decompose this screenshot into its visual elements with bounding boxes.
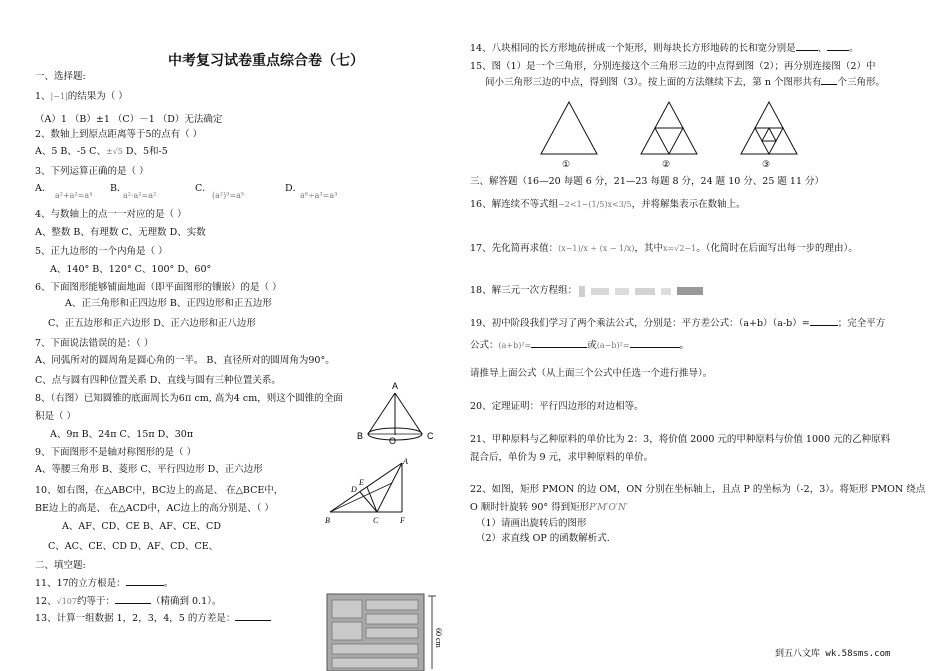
question-10-options-2: C、AC、CE、CD D、AF、CD、CE、 xyxy=(48,541,219,552)
question-19-line3: 请推导上面公式（从上面三个公式中任选一个进行推导）。 xyxy=(470,368,713,379)
q3-option-a xyxy=(35,183,51,195)
q19-end: 。 xyxy=(679,340,690,351)
q3-option-c xyxy=(195,183,212,195)
q3-option-b-expr xyxy=(123,190,156,202)
question-21-line2: 混合后，单价为 9 元，求甲种原料的单价。 xyxy=(470,452,654,463)
question-11 xyxy=(35,578,173,590)
question-10-line2: BE边上的高是、 在△ACD中，AC边上的高分别是、（ ） xyxy=(35,503,274,514)
q3-a-expression: a²+a²=a⁴ xyxy=(55,191,93,200)
question-6: 6、下面图形能够铺面地面（即平面图形的镶嵌）的是（ ） xyxy=(35,282,282,293)
question-22-line2 xyxy=(470,502,628,514)
question-22: 22、如图，矩形 PMON 的边 OM，ON 分别在坐标轴上，且点 P 的坐标为（-2，3）。将矩形 PMON 绕点 xyxy=(470,484,926,495)
question-9: 9、下面图形不是轴对称图形的是（ ） xyxy=(35,447,197,458)
fig-1-triangle xyxy=(535,98,605,170)
q15-end: 个三角形。 xyxy=(837,77,885,88)
q3-a-label: A． xyxy=(35,183,52,194)
question-14 xyxy=(470,43,859,55)
tile-figure xyxy=(326,592,446,671)
question-21: 21、甲种原料与乙种原料的单价比为 2：3，将价值 2000 元的甲种原料与价值 1000 元的乙种原料 xyxy=(470,434,891,445)
q14-end: 。 xyxy=(849,43,859,54)
q2-options-b: D、5和-5 xyxy=(122,146,168,157)
question-7-option-cd: C、点与圆有四种位置关系 D、直线与圆有三种位置关系。 xyxy=(35,375,281,386)
question-5: 5、正九边形的一个内角是（ ） xyxy=(35,246,168,257)
q12-expression: √107 xyxy=(56,597,77,606)
question-22-sub2: （2）求直线 OP 的函数解析式. xyxy=(476,533,610,544)
question-4: 4、与数轴上的点一一对应的是（ ） xyxy=(35,209,187,220)
fig-2-triangle xyxy=(635,98,705,170)
q8-text-b: cm, 高为4 cm，则这个圆锥的全面 xyxy=(191,393,343,404)
q11-text: 11、17的立方根是： xyxy=(35,578,126,589)
question-8 xyxy=(35,393,343,405)
q3-c-expression: (a²)³=a⁵ xyxy=(212,191,245,200)
question-12 xyxy=(35,596,221,608)
cone-label-b: B xyxy=(357,431,364,441)
tri-label-e: E xyxy=(359,478,364,487)
tri-segment-be xyxy=(330,483,392,512)
tile-3 xyxy=(366,614,418,624)
tile-2 xyxy=(366,600,418,610)
question-4-options: A、整数 B、有理数 C、无理数 D、实数 xyxy=(35,227,206,238)
question-6-options-1: A、正三角形和正四边形 B、正四边形和正五边形 xyxy=(65,298,272,309)
q3-b-label: B． xyxy=(110,183,127,194)
question-1-options: （A）1 （B）±1 （C）－1 （D）无法确定 xyxy=(35,114,223,125)
triangle-figure xyxy=(322,455,412,527)
question-18: 18、解三元一次方程组： xyxy=(470,285,578,296)
q18-mark-5 xyxy=(677,287,703,295)
tile-dimension-label: 60 cm xyxy=(434,628,443,648)
question-2-options xyxy=(35,146,168,158)
q18-equation-system-image xyxy=(577,283,707,299)
q17-x-value: x=√2−1 xyxy=(663,244,697,253)
question-5-options: A、140° B、120° C、100° D、60° xyxy=(50,264,212,275)
q18-brace-mark xyxy=(579,286,585,297)
q12-blank[interactable] xyxy=(115,603,151,604)
q12-precision: （精确到 0.1）。 xyxy=(150,596,222,607)
q19-blank-1[interactable] xyxy=(810,325,838,326)
q16-instruction: ，并将解集表示在数轴上。 xyxy=(631,199,746,210)
tile-1 xyxy=(332,600,362,618)
q19-text: 19、初中阶段我们学习了两个乘法公式，分别是：平方差公式：（a+b）（a-b）= xyxy=(470,318,810,329)
question-10: 10、如右图，在△ABC中，BC边上的高是、 在△BCE中， xyxy=(35,485,284,496)
question-13 xyxy=(35,613,271,625)
question-20: 20、定理证明：平行四边形的对边相等。 xyxy=(470,401,644,412)
q3-c-label: C． xyxy=(195,183,212,194)
q2-options-a: A、5 B、-5 C、 xyxy=(35,146,106,157)
q1-number: 1、 xyxy=(35,91,51,102)
q13-text: 13、计算一组数据 1，2，3，4，5 的方差是： xyxy=(35,613,236,624)
q3-option-a-expr xyxy=(55,190,92,202)
section-choice-heading: 一、选择题: xyxy=(35,71,86,82)
q13-blank[interactable] xyxy=(235,620,271,621)
section-answer-heading: 三、解答题（16—20 每题 6 分，21—23 每题 8 分，24 题 10 分、25 题 11 分） xyxy=(470,176,825,187)
cone-figure xyxy=(355,378,440,448)
q14-text: 14、八块相同的长方形地砖拼成一个矩形，则每块长方形地砖的长和宽分别是 xyxy=(470,43,796,54)
question-3: 3、下列运算正确的是（ ） xyxy=(35,166,149,177)
question-1 xyxy=(35,91,128,103)
tri-label-f: F xyxy=(400,516,405,525)
tri-label-a: A xyxy=(403,457,408,466)
question-8-options: A、9π B、24π C、15π D、30π xyxy=(50,429,194,440)
question-10-options-1: A、AF、CD、CE B、AF、CE、CD xyxy=(62,521,221,532)
q1-text: 的结果为（ ） xyxy=(67,91,128,102)
fig-1-label: ① xyxy=(562,160,571,170)
q3-option-d-expr xyxy=(300,190,337,202)
question-7-option-ab: A、同弧所对的圆周角是圆心角的一半。 B、直径所对的圆周角为90°。 xyxy=(35,355,335,366)
q17-expression: (x−1)/x ÷ (x − 1/x) xyxy=(558,244,635,253)
q8-text-a: 8、（右图）已知圆锥的底面周长为6 xyxy=(35,393,185,404)
question-9-options: A、等腰三角形 B、菱形 C、平行四边形 D、正六边形 xyxy=(35,464,263,475)
q19-expr-minus: (a−b)²= xyxy=(596,341,630,350)
fig-1-outer xyxy=(541,102,597,154)
q16-expression: −2<1−(1/5)x<3/5 xyxy=(558,200,632,209)
fig-3-label: ③ xyxy=(762,160,771,170)
question-2: 2、数轴上到原点距离等于5的点有（ ） xyxy=(35,129,203,140)
fig-3-inner xyxy=(762,128,776,141)
page-title: 中考复习试卷重点综合卷（七） xyxy=(168,53,364,69)
section-fill-heading: 二、填空题: xyxy=(35,560,86,571)
tri-segment-cd xyxy=(360,492,377,512)
tri-side-ba xyxy=(330,463,402,512)
question-17 xyxy=(470,243,858,255)
question-8-line2: 积是（ ） xyxy=(35,411,77,422)
q3-d-label: D． xyxy=(285,183,303,194)
q17-text: 17、先化简再求值： xyxy=(470,243,559,254)
fig-2-inner xyxy=(655,128,683,154)
q19-or: 或 xyxy=(587,340,597,351)
q12-number: 12、 xyxy=(35,596,57,607)
q11-end: 。 xyxy=(163,578,174,589)
q17-note: 。（化简时在后面写出每一步的理由）。 xyxy=(696,243,858,254)
q3-b-expression: a²·a²=a² xyxy=(123,191,157,200)
q14-blank-length[interactable] xyxy=(796,50,818,51)
q11-blank[interactable] xyxy=(126,585,164,586)
q19-formula-label: 公式： xyxy=(470,340,499,351)
q19-expr-plus: (a+b)²= xyxy=(498,341,532,350)
question-6-options-2: C、正五边形和正六边形 D、正六边形和正八边形 xyxy=(48,318,256,329)
fig-2-label: ② xyxy=(662,160,671,170)
question-15: 15、图（1）是一个三角形，分别连接这个三角形三边的中点得到图（2）；再分别连接图（2）中 xyxy=(470,61,876,72)
question-19-line2 xyxy=(470,340,689,352)
q18-mark-3 xyxy=(635,288,655,295)
q14-separator: 、 xyxy=(817,43,828,54)
tile-7 xyxy=(332,658,418,668)
q12-text: 约等于： xyxy=(76,596,115,607)
tri-label-c: C xyxy=(373,516,379,525)
cone-label-a: A xyxy=(392,381,399,391)
q1-expression: |−1| xyxy=(50,92,68,101)
tile-6 xyxy=(332,644,418,654)
footer-watermark: 到五八文库 wk.58sms.com xyxy=(775,649,891,659)
q8-pi: π xyxy=(184,393,192,404)
q17-where: ，其中 xyxy=(634,243,663,254)
q22-rectangle-name: P′M′O′N′ xyxy=(589,503,628,513)
q3-d-expression: a⁶÷a³=a³ xyxy=(300,191,338,200)
cone-label-o: O xyxy=(389,436,397,446)
q18-mark-1 xyxy=(591,288,609,295)
q14-blank-width[interactable] xyxy=(827,50,849,51)
q18-mark-4 xyxy=(661,288,671,295)
cone-label-c: C xyxy=(427,431,434,441)
tile-4 xyxy=(332,622,362,640)
question-15-line2 xyxy=(485,77,885,89)
q19-text-b: ；完全平方 xyxy=(837,318,886,329)
tri-label-d: D xyxy=(351,485,357,494)
tri-side-ac xyxy=(377,463,402,512)
tile-5 xyxy=(366,628,418,638)
q2-expression: ±√5 xyxy=(105,147,123,156)
tri-label-b: B xyxy=(325,516,330,525)
q15-blank[interactable] xyxy=(821,84,837,85)
q19-blank-3[interactable] xyxy=(630,347,680,348)
q22-text: O 顺时针旋转 90° 得到矩形 xyxy=(470,502,590,513)
question-16 xyxy=(470,199,746,211)
fig-3-triangle xyxy=(735,98,805,170)
q18-mark-2 xyxy=(615,288,629,295)
q19-blank-2[interactable] xyxy=(531,347,587,348)
q15-text: 间小三角形三边的中点，得到图（3）。按上面的方法继续下去，第 n 个图形共有 xyxy=(485,77,822,88)
q3-option-c-expr xyxy=(212,190,244,202)
question-7: 7、下面说法错误的是：（ ） xyxy=(35,338,154,349)
question-22-sub1: （1）请画出旋转后的图形 xyxy=(476,518,587,529)
question-19 xyxy=(470,318,885,330)
q16-text: 16、解连续不等式组 xyxy=(470,199,559,210)
